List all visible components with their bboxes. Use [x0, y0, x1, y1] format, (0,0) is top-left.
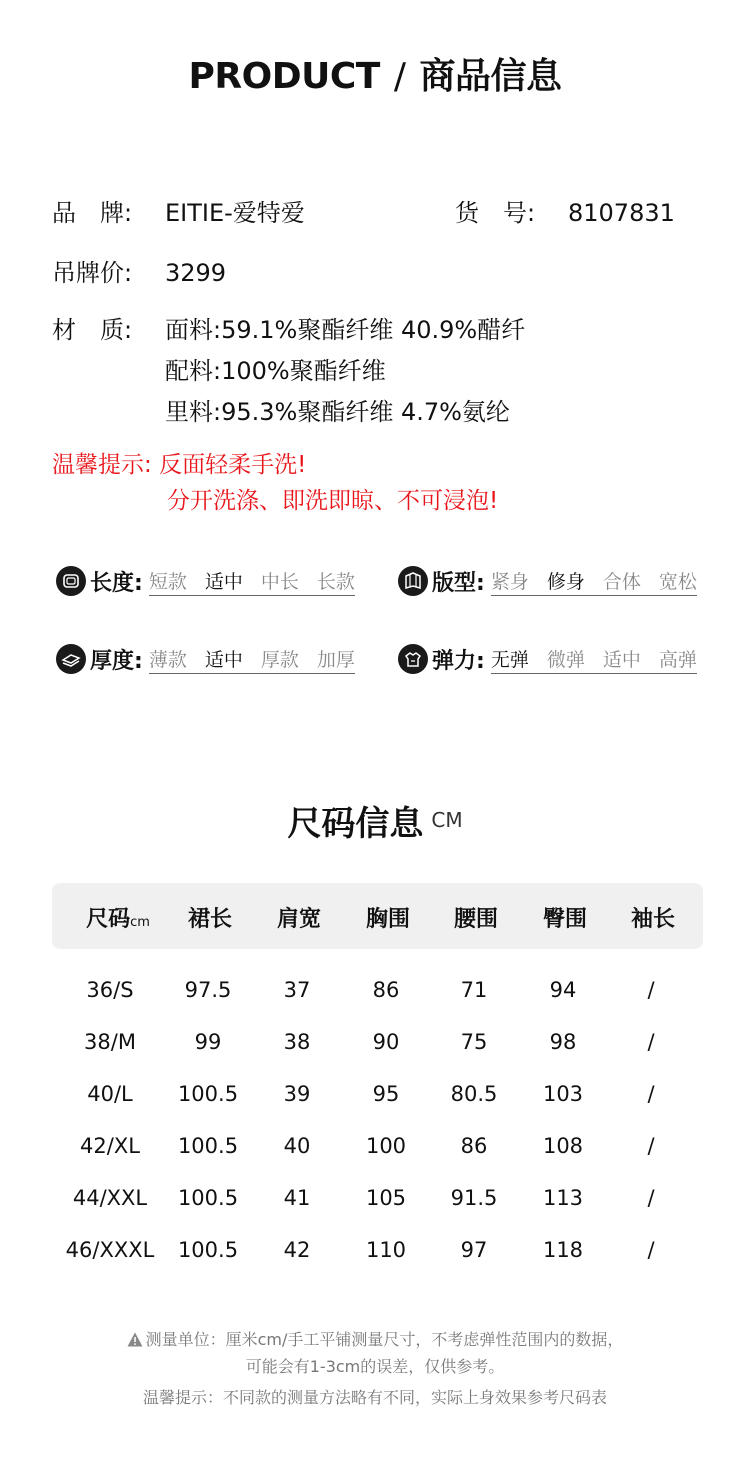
header-size-unit: cm — [130, 915, 150, 930]
attr-fit — [398, 563, 697, 599]
page-title — [0, 48, 750, 99]
sku-label: 货 号: — [455, 199, 536, 227]
header-cell — [68, 902, 168, 933]
attr-options — [149, 645, 355, 674]
material-line: 里料:95.3%聚酯纤维 4.7%氨纶 — [165, 398, 510, 426]
brand-label: 品 牌: — [52, 199, 133, 227]
table-cell: 90 — [372, 1030, 400, 1054]
table-row — [0, 1186, 750, 1216]
table-cell: 98 — [549, 1030, 577, 1054]
title-en: PRODUCT — [188, 56, 380, 97]
title-slash: / — [393, 56, 406, 97]
attr-name: 版型: — [432, 570, 485, 596]
brand-value: EITIE-爱特爱 — [165, 199, 305, 227]
price-label: 吊牌价: — [52, 259, 133, 287]
note-line3: 温馨提示：不同款的测量方法略有不同，实际上身效果参考尺码表 — [142, 1388, 607, 1407]
table-cell: 39 — [283, 1082, 311, 1106]
option-medium-selected: 适中 — [204, 648, 243, 671]
table-cell: 103 — [542, 1082, 584, 1106]
table-cell: 38 — [283, 1030, 311, 1054]
option-long: 长款 — [316, 570, 355, 593]
table-cell: 37 — [283, 978, 311, 1002]
option-slight-stretch: 微弹 — [546, 648, 585, 671]
size-section-title — [0, 796, 750, 845]
option-loose: 宽松 — [658, 570, 697, 593]
header-cell: 袖长 — [630, 907, 675, 932]
sku-row — [455, 196, 675, 230]
option-slim-selected: 修身 — [546, 570, 585, 593]
table-cell: 75 — [460, 1030, 488, 1054]
attr-name: 弹力: — [432, 648, 485, 674]
attr-options — [149, 567, 355, 596]
warning-icon — [127, 1332, 143, 1347]
table-cell: / — [647, 978, 655, 1002]
table-cell: 95 — [372, 1082, 400, 1106]
table-cell: 71 — [460, 978, 488, 1002]
table-cell: 36/S — [86, 978, 134, 1002]
care-tip-line2: 分开洗涤、即洗即晾、不可浸泡! — [167, 488, 499, 514]
length-icon — [56, 566, 86, 596]
option-extra-thick: 加厚 — [316, 648, 355, 671]
table-cell: / — [647, 1134, 655, 1158]
table-cell: 41 — [283, 1186, 311, 1210]
table-cell: 100.5 — [177, 1238, 239, 1262]
option-tight: 紧身 — [490, 570, 529, 593]
table-cell: 100.5 — [177, 1186, 239, 1210]
table-cell: 108 — [542, 1134, 584, 1158]
care-tip-label: 温馨提示: — [52, 452, 152, 478]
material-line: 面料:59.1%聚酯纤维 40.9%醋纤 — [165, 316, 526, 344]
option-high-stretch: 高弹 — [658, 648, 697, 671]
stretch-icon — [398, 644, 428, 674]
table-cell: / — [647, 1186, 655, 1210]
option-mid-long: 中长 — [260, 570, 299, 593]
table-row — [0, 1082, 750, 1112]
table-cell: 99 — [194, 1030, 222, 1054]
table-cell: 100.5 — [177, 1134, 239, 1158]
header-cell: 臀围 — [542, 907, 587, 932]
brand-row — [52, 196, 305, 230]
table-cell: 80.5 — [450, 1082, 498, 1106]
fit-icon — [398, 566, 428, 596]
table-cell: 42 — [283, 1238, 311, 1262]
table-cell: 38/M — [84, 1030, 136, 1054]
option-no-stretch-selected: 无弹 — [490, 648, 529, 671]
option-short: 短款 — [148, 570, 187, 593]
table-cell: / — [647, 1238, 655, 1262]
care-tip-line1: 反面轻柔手洗! — [159, 452, 307, 478]
measurement-note — [0, 1327, 750, 1350]
option-thick: 厚款 — [260, 648, 299, 671]
header-size-label: 尺码 — [86, 907, 131, 932]
table-cell: 100 — [365, 1134, 407, 1158]
attr-stretch — [398, 641, 697, 677]
price-value: 3299 — [165, 259, 227, 287]
attr-name: 厚度: — [90, 648, 143, 674]
table-cell: 118 — [542, 1238, 584, 1262]
title-cn: 商品信息 — [419, 56, 562, 97]
material-line: 配料:100%聚酯纤维 — [165, 357, 386, 385]
table-cell: / — [647, 1030, 655, 1054]
sku-value: 8107831 — [568, 199, 675, 227]
thickness-icon — [56, 644, 86, 674]
note-line1: 测量单位：厘米cm/手工平铺测量尺寸，不考虑弹性范围内的数据， — [145, 1330, 624, 1349]
table-cell: 100.5 — [177, 1082, 239, 1106]
table-cell: 91.5 — [450, 1186, 498, 1210]
table-cell: / — [647, 1082, 655, 1106]
table-row — [0, 1238, 750, 1268]
note-line2: 可能会有1-3cm的误差，仅供参考。 — [245, 1357, 505, 1376]
option-medium-stretch: 适中 — [602, 648, 641, 671]
table-cell: 46/XXXL — [65, 1238, 155, 1262]
attr-length — [56, 563, 355, 599]
size-unit: CM — [431, 808, 463, 832]
table-cell: 105 — [365, 1186, 407, 1210]
size-title: 尺码信息 — [287, 804, 424, 844]
table-cell: 97.5 — [184, 978, 232, 1002]
table-cell: 40 — [283, 1134, 311, 1158]
header-cell: 肩宽 — [276, 907, 321, 932]
table-cell: 42/XL — [80, 1134, 140, 1158]
header-cell: 裙长 — [187, 907, 232, 932]
size-table-header-row — [0, 902, 750, 932]
option-medium-selected: 适中 — [204, 570, 243, 593]
option-regular: 合体 — [602, 570, 641, 593]
table-row — [0, 978, 750, 1008]
header-cell: 胸围 — [365, 907, 410, 932]
attr-thickness — [56, 641, 355, 677]
price-row — [52, 256, 226, 290]
table-cell: 97 — [460, 1238, 488, 1262]
table-row — [0, 1030, 750, 1060]
table-cell: 86 — [372, 978, 400, 1002]
table-cell: 44/XXL — [72, 1186, 148, 1210]
attr-name: 长度: — [90, 570, 143, 596]
table-cell: 110 — [365, 1238, 407, 1262]
header-cell: 腰围 — [453, 907, 498, 932]
table-cell: 86 — [460, 1134, 488, 1158]
table-cell: 113 — [542, 1186, 584, 1210]
attr-options — [491, 645, 697, 674]
option-thin: 薄款 — [148, 648, 187, 671]
table-cell: 94 — [549, 978, 577, 1002]
table-cell: 40/L — [87, 1082, 133, 1106]
care-tip — [52, 446, 306, 479]
table-row — [0, 1134, 750, 1164]
attr-options — [491, 567, 697, 596]
material-label: 材 质: — [52, 316, 133, 344]
